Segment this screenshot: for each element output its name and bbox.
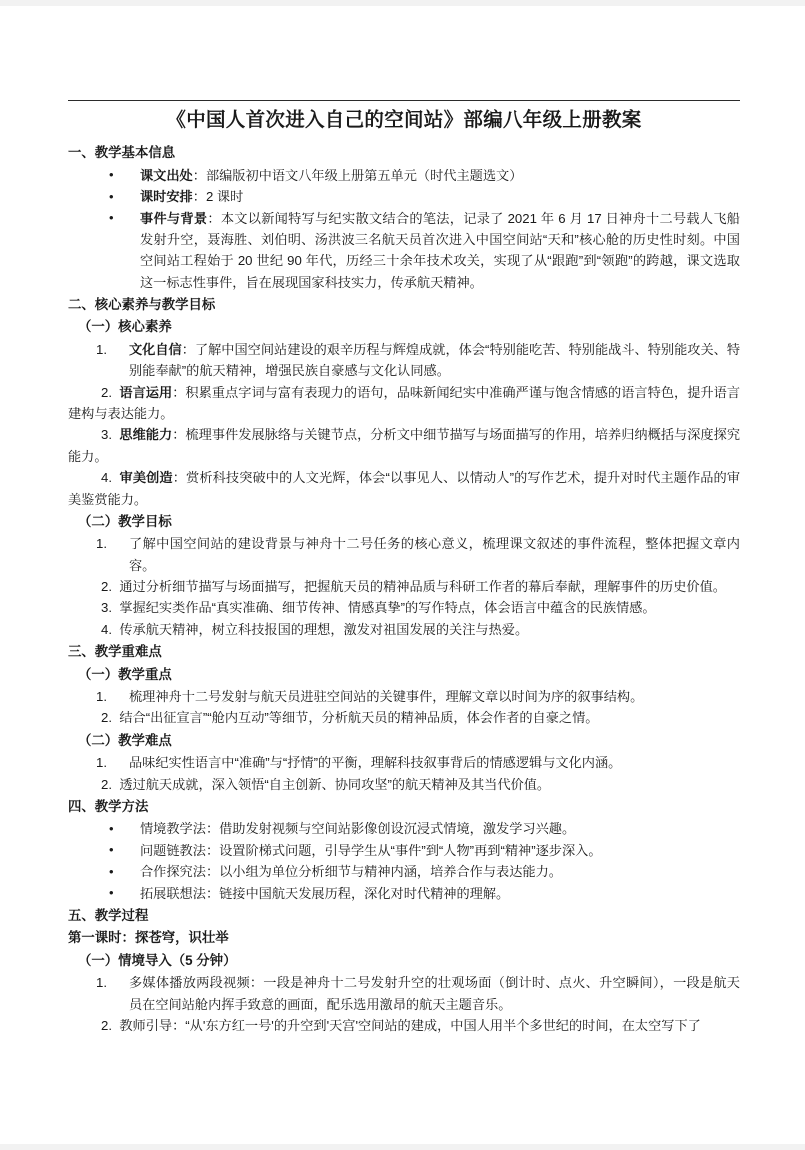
item-separator: ： bbox=[205, 842, 220, 858]
item-number: 2. bbox=[101, 710, 112, 726]
page-title: 《中国人首次进入自己的空间站》部编八年级上册教案 bbox=[166, 109, 642, 131]
item-separator: ： bbox=[205, 864, 220, 880]
item-separator: ： bbox=[192, 167, 206, 183]
document-body bbox=[68, 100, 740, 1036]
numbered-item bbox=[68, 382, 740, 425]
item-number: 2. bbox=[101, 384, 112, 400]
item-label: 语言运用 bbox=[119, 384, 173, 400]
item-text: 链接中国航天发展历程，深化对时代精神的理解。 bbox=[219, 885, 510, 901]
subsection-heading-situational-intro: （一）情境导入（5 分钟） bbox=[78, 952, 237, 968]
page-edge-top bbox=[0, 0, 805, 6]
list-item bbox=[68, 208, 740, 294]
item-number: 1. bbox=[96, 689, 107, 705]
numbered-item bbox=[68, 533, 740, 576]
item-separator: ： bbox=[172, 1018, 186, 1033]
item-text: 通过分析细节描写与场面描写，把握航天员的精神品质与科研工作者的幕后奉献，理解事件的历史价值。 bbox=[119, 579, 726, 595]
item-text: 2 课时 bbox=[205, 189, 244, 205]
item-label: 思维能力 bbox=[119, 427, 173, 443]
item-text: 传承航天精神，树立科技报国的理想，激发对祖国发展的关注与热爱。 bbox=[119, 621, 529, 637]
numbered-item bbox=[68, 597, 740, 618]
item-number: 4. bbox=[101, 621, 112, 637]
list-item bbox=[68, 818, 740, 839]
numbered-item bbox=[68, 752, 740, 773]
item-text: 本文以新闻特写与纪实散文结合的笔法，记录了 2021 年 6 月 17 日神舟十二号载人飞船发射升空，聂海胜、刘伯明、汤洪波三名航天员首次进入中国空间站“天和”核心舱的历史性时刻。中国空间站工程始于 20 世纪 90 年代，历经三十余年技术攻关，实现了从“跟跑”到“领跑”的跨越，课文选取这一标志性事件，旨在展现国家科技实力，传承航天精神。 bbox=[140, 210, 740, 290]
section-heading-3: 三、教学重难点 bbox=[68, 644, 162, 660]
numbered-item bbox=[68, 686, 740, 707]
item-number: 2. bbox=[101, 1018, 112, 1033]
item-text: 设置阶梯式问题，引导学生从“事件”到“人物”再到“精神”逐步深入。 bbox=[219, 842, 602, 858]
item-label: 课文出处 bbox=[140, 167, 193, 183]
list-item bbox=[68, 840, 740, 861]
page-edge-bottom bbox=[0, 1144, 805, 1150]
item-separator: ： bbox=[172, 470, 187, 486]
item-separator: ： bbox=[181, 341, 195, 357]
item-label: 合作探究法 bbox=[140, 864, 206, 880]
item-number: 4. bbox=[101, 470, 112, 486]
item-separator: ： bbox=[192, 189, 206, 205]
item-label: 文化自信 bbox=[129, 341, 182, 357]
item-text: 梳理神舟十二号发射与航天员进驻空间站的关键事件，理解文章以时间为序的叙事结构。 bbox=[129, 689, 644, 705]
item-separator: ： bbox=[205, 821, 220, 837]
subsection-heading-teaching-goals: （二）教学目标 bbox=[78, 513, 172, 529]
item-separator: ： bbox=[207, 210, 221, 226]
numbered-item bbox=[68, 576, 740, 597]
item-number: 1. bbox=[96, 341, 107, 357]
numbered-item bbox=[68, 1015, 740, 1036]
item-text: 掌握纪实类作品“真实准确、细节传神、情感真挚”的写作特点，体会语言中蕴含的民族情感。 bbox=[119, 600, 656, 616]
item-text: 了解中国空间站的建设背景与神舟十二号任务的核心意义，梳理课文叙述的事件流程，整体把握文章内容。 bbox=[129, 536, 740, 573]
subsection-heading-difficult-points: （二）教学难点 bbox=[78, 732, 172, 748]
section-heading-2: 二、核心素养与教学目标 bbox=[68, 297, 216, 312]
item-separator: ： bbox=[205, 885, 220, 901]
numbered-item bbox=[68, 467, 740, 510]
section-heading-5: 五、教学过程 bbox=[68, 907, 149, 923]
item-text: 梳理事件发展脉络与关键节点，分析文中细节描写与场面描写的作用，培养归纳概括与深度探究能力。 bbox=[68, 427, 741, 464]
item-number: 1. bbox=[96, 536, 107, 552]
item-text: 结合“出征宣言”“舱内互动”等细节，分析航天员的精神品质，体会作者的自豪之情。 bbox=[119, 710, 599, 726]
item-text: “从'东方红一号'的升空到'天宫'空间站的建成，中国人用半个多世纪的时间，在太空写下了 bbox=[185, 1018, 701, 1033]
item-text: 赏析科技突破中的人文光辉，体会“以事见人、以情动人”的写作艺术，提升对时代主题作品的审美鉴赏能力。 bbox=[68, 470, 741, 507]
numbered-item bbox=[68, 972, 740, 1015]
item-text: 多媒体播放两段视频：一段是神舟十二号发射升空的壮观场面（倒计时、点火、升空瞬间），一段是航天员在空间站舱内挥手致意的画面，配乐选用激昂的航天主题音乐。 bbox=[129, 975, 740, 1012]
teaching-methods-list bbox=[68, 818, 740, 904]
item-separator: ： bbox=[172, 427, 186, 443]
item-text: 透过航天成就，深入领悟“自主创新、协同攻坚”的航天精神及其当代价值。 bbox=[119, 776, 551, 792]
item-text: 积累重点字词与富有表现力的语句，品味新闻纪实中准确严谨与饱含情感的语言特色，提升语言建构与表达能力。 bbox=[68, 384, 741, 421]
numbered-item bbox=[68, 424, 740, 467]
list-item bbox=[68, 186, 740, 207]
item-text: 借助发射视频与空间站影像创设沉浸式情境，激发学习兴趣。 bbox=[219, 821, 576, 837]
session-heading-lesson-1: 第一课时：探苍穹，识壮举 bbox=[68, 930, 229, 946]
item-text: 了解中国空间站建设的艰辛历程与辉煌成就，体会“特别能吃苦、特别能战斗、特别能攻关、特别能奉献”的航天精神，增强民族自豪感与文化认同感。 bbox=[129, 341, 741, 379]
item-label: 情境教学法 bbox=[140, 821, 206, 837]
numbered-item bbox=[68, 774, 740, 795]
item-text: 部编版初中语文八年级上册第五单元（时代主题选文） bbox=[205, 167, 523, 183]
item-number: 2. bbox=[101, 579, 112, 595]
item-number: 3. bbox=[101, 600, 112, 616]
subsection-heading-key-points: （一）教学重点 bbox=[78, 666, 172, 682]
section-heading-1: 一、教学基本信息 bbox=[68, 145, 176, 161]
item-label: 教师引导 bbox=[119, 1018, 173, 1033]
item-number: 2. bbox=[101, 776, 112, 792]
numbered-item bbox=[68, 339, 740, 382]
item-text: 品味纪实性语言中“准确”与“抒情”的平衡，理解科技叙事背后的情感逻辑与文化内涵。 bbox=[129, 755, 622, 771]
list-item bbox=[68, 883, 740, 904]
item-separator: ： bbox=[172, 384, 186, 400]
item-label: 事件与背景 bbox=[140, 210, 208, 226]
numbered-item bbox=[68, 707, 740, 728]
item-label: 问题链教法 bbox=[140, 842, 206, 858]
item-label: 拓展联想法 bbox=[140, 885, 206, 901]
item-number: 1. bbox=[96, 755, 107, 771]
title-divider bbox=[68, 100, 740, 101]
section-heading-4: 四、教学方法 bbox=[68, 799, 149, 814]
numbered-item bbox=[68, 619, 740, 640]
item-number: 3. bbox=[101, 427, 112, 443]
list-item bbox=[68, 165, 740, 186]
list-item bbox=[68, 861, 740, 882]
item-label: 审美创造 bbox=[119, 470, 173, 486]
item-number: 1. bbox=[96, 975, 107, 991]
item-text: 以小组为单位分析细节与精神内涵，培养合作与表达能力。 bbox=[219, 864, 562, 880]
basic-info-list bbox=[68, 165, 740, 293]
subsection-heading-core-literacy: （一）核心素养 bbox=[78, 319, 172, 335]
item-label: 课时安排 bbox=[140, 189, 193, 205]
